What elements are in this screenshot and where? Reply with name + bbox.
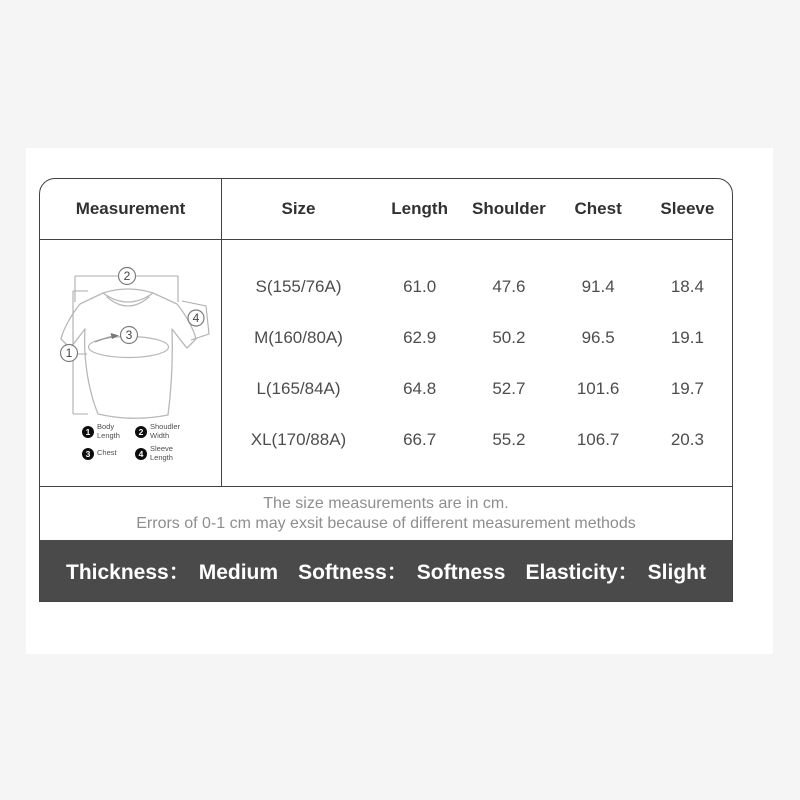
note-line-errors: Errors of 0-1 cm may exsit because of different measurement methods [136,515,636,532]
note-line-units: The size measurements are in cm. [263,495,509,512]
legend-badge-1: 1 [82,426,94,438]
cell-sleeve: 18.4 [670,276,704,296]
cell-size: XL(170/88A) [250,429,347,449]
table-header-row [222,179,732,240]
table-row [222,312,732,363]
legend-badge-2: 2 [135,426,147,438]
cell-chest: 101.6 [576,378,620,398]
cell-chest: 91.4 [581,276,615,296]
cell-chest: 96.5 [581,327,615,347]
property-elasticity [525,556,706,586]
cell-sleeve: 20.3 [670,429,704,449]
table-body [222,240,732,486]
table-row [222,261,732,312]
legend-label: Width [150,430,170,440]
cell-length: 64.8 [403,378,437,398]
property-label: Thickness： [66,560,190,584]
notes-section [40,486,732,540]
marker-1: 1 [65,346,73,360]
measurement-header-cell: Measurement [40,179,222,240]
cell-size: S(155/76A) [255,276,342,296]
property-value: Slight [647,560,706,584]
column-header-size: Size [281,199,316,218]
column-header-length: Length [391,199,448,218]
cell-sleeve: 19.1 [670,327,704,347]
legend-label: Shoudler [150,422,181,431]
table-row [222,363,732,414]
property-label: Softness： [298,560,408,584]
legend-label: Body [97,422,115,431]
cell-size: M(160/80A) [254,327,343,347]
legend-badge-4: 4 [135,448,147,460]
property-softness [298,556,505,586]
cell-length: 66.7 [403,429,437,449]
legend-label: Sleeve [150,444,173,453]
cell-length: 61.0 [403,276,437,296]
cell-shoulder: 55.2 [492,429,526,449]
legend-item-shoulder-width [135,423,180,440]
column-header-sleeve: Sleeve [660,199,715,218]
cell-sleeve: 19.7 [670,378,704,398]
cell-shoulder: 50.2 [492,327,526,347]
property-value: Softness [416,560,506,584]
legend-item-sleeve-length [135,445,180,462]
cell-shoulder: 47.6 [492,276,526,296]
legend-item-chest [82,445,131,462]
marker-3: 3 [125,328,133,342]
legend-label: Length [150,452,173,462]
cell-shoulder: 52.7 [492,378,526,398]
marker-2: 2 [123,269,131,283]
legend-label: Length [97,430,120,440]
cell-size: L(165/84A) [256,378,341,398]
column-header-chest: Chest [574,199,622,218]
diagram-legend [82,423,180,462]
cell-length: 62.9 [403,327,437,347]
tshirt-diagram-cell [40,240,222,486]
content-panel [26,148,773,654]
marker-4: 4 [192,311,200,325]
property-value: Medium [198,560,279,584]
cell-chest: 106.7 [576,429,620,449]
legend-badge-3: 3 [82,448,94,460]
property-label: Elasticity： [525,560,639,584]
legend-item-body-length [82,423,131,440]
column-header-shoulder: Shoulder [472,199,546,218]
size-table [40,179,732,486]
table-row [222,414,732,465]
legend-label: Chest [97,448,117,458]
property-thickness [66,556,278,586]
size-chart-card [39,178,733,602]
properties-bar [40,540,732,601]
